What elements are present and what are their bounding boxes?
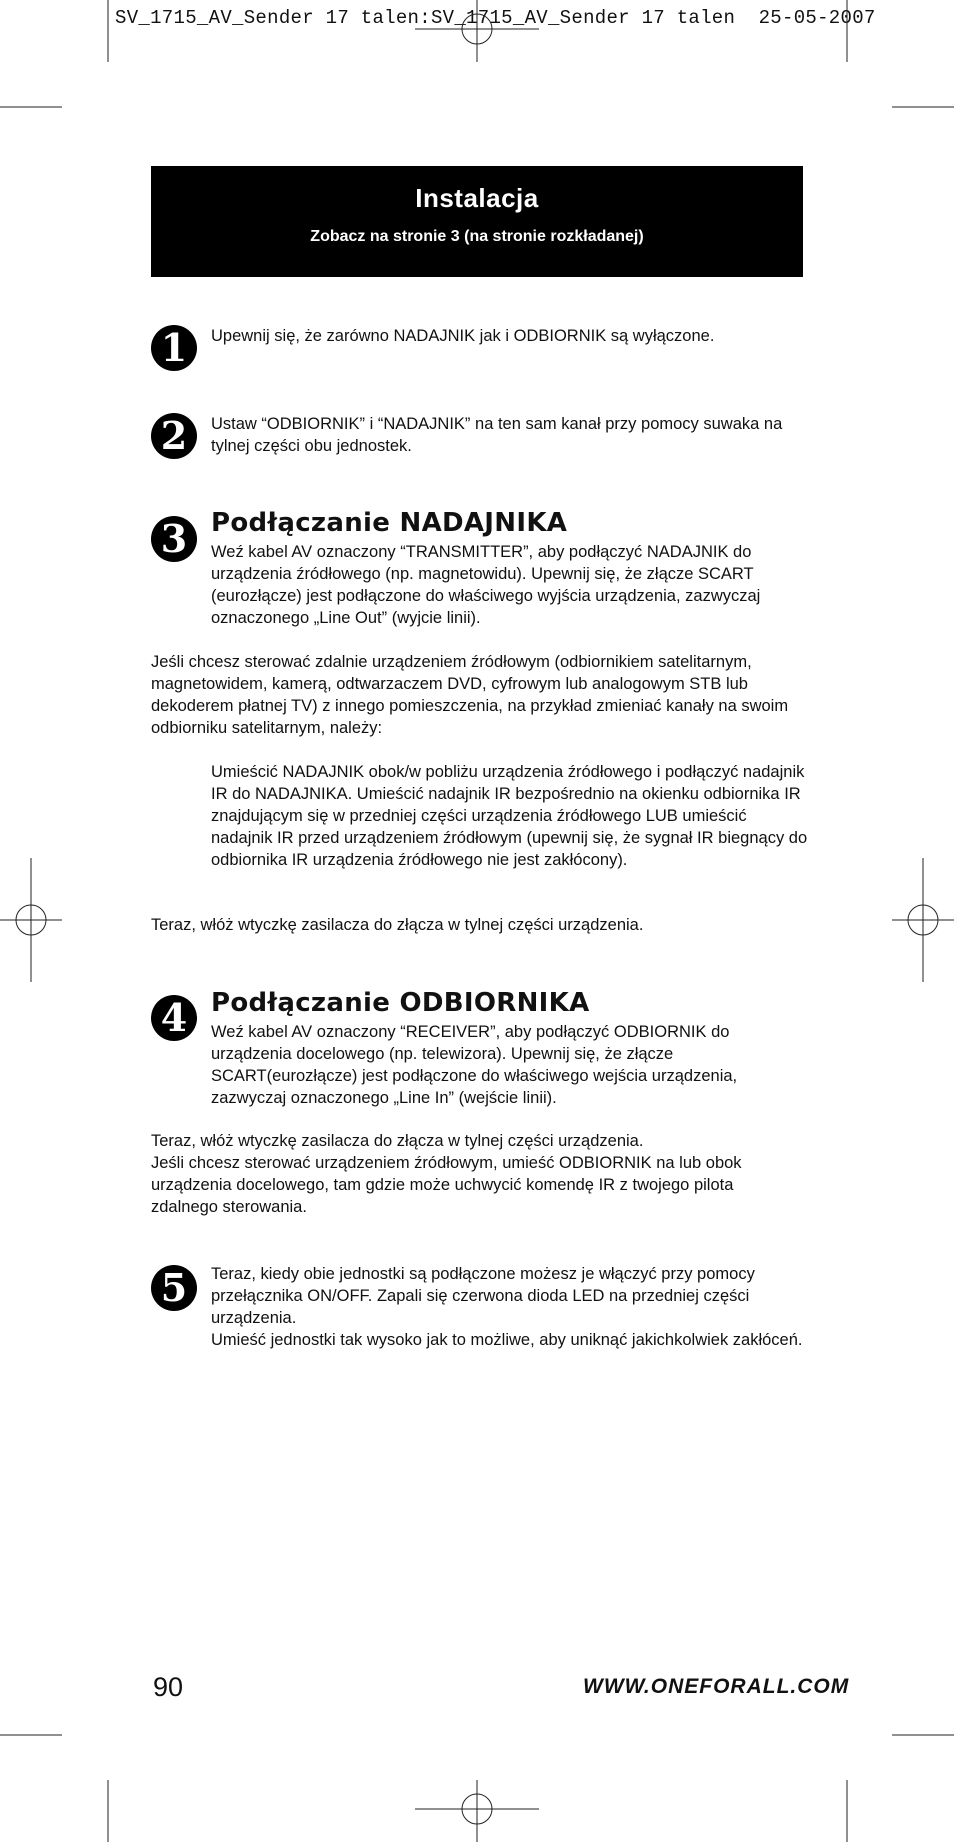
page-subtitle: Zobacz na stronie 3 (na stronie rozkładanej)	[310, 228, 644, 245]
step-3-note-intro	[151, 651, 803, 739]
step-4-note-1: Teraz, włóż wtyczkę zasilacza do złącza w tylnej części urządzenia.	[151, 1132, 644, 1150]
step-2-paragraph: Ustaw “ODBIORNIK” i “NADAJNIK” na ten sam kanał przy pomocy suwaka na tylnej części obu jednostek.	[211, 415, 783, 455]
step-1-text	[211, 325, 811, 347]
step-4-paragraph: Weź kabel AV oznaczony “RECEIVER”, aby podłączyć ODBIORNIK do urządzenia docelowego (np. telewizora). Upewnij się, że złącze SCART(eurozłącze) jest podłączone do właściwego wejścia urządzenia, zazwyczaj oznaczonego „Line In” (wejście linii).	[211, 1023, 738, 1107]
step-3-power-paragraph: Teraz, włóż wtyczkę zasilacza do złącza w tylnej części urządzenia.	[151, 916, 644, 934]
step-3-paragraph: Weź kabel AV oznaczony “TRANSMITTER”, aby podłączyć NADAJNIK do urządzenia źródłowego (np. magnetowidu). Upewnij się, że złącze SCART (eurozłącze) jest podłączone do właściwego wyjścia urządzenia, zazwyczaj oznaczonego „Line Out” (wyjcie linii).	[211, 543, 761, 627]
step-4-number: 4	[151, 995, 197, 1041]
page-number: 90	[153, 1672, 184, 1702]
step-5-paragraph-1: Teraz, kiedy obie jednostki są podłączone możesz je włączyć przy pomocy przełącznika ON/OFF. Zapali się czerwona dioda LED na przedniej części urządzenia.	[211, 1265, 755, 1327]
print-slug: SV_1715_AV_Sender 17 talen:SV_1715_AV_Sender 17 talen 25-05-2007	[115, 7, 876, 29]
step-3-power-note	[151, 914, 803, 936]
step-4-heading: Podłączanie ODBIORNIKA	[211, 988, 590, 1018]
step-4-text	[211, 1021, 811, 1109]
step-3-text	[211, 541, 811, 629]
step-5-paragraph-2: Umieść jednostki tak wysoko jak to możliwe, aby uniknąć jakichkolwiek zakłóceń.	[211, 1331, 803, 1349]
step-3-heading: Podłączanie NADAJNIKA	[211, 508, 568, 538]
step-3-indented-instructions	[211, 761, 811, 871]
step-2-text	[211, 413, 811, 457]
section-header	[151, 166, 803, 277]
step-5-text	[211, 1263, 811, 1351]
step-4-notes	[151, 1130, 803, 1218]
step-3-note-paragraph: Jeśli chcesz sterować zdalnie urządzeniem źródłowym (odbiornikiem satelitarnym, magnetowidem, kamerą, odtwarzaczem DVD, cyfrowym lub analogowym STB lub dekoderem płatnej TV) z innego pomieszczenia, na przykład zmieniać kanały na swoim odbiorniku satelitarnym, należy:	[151, 653, 789, 737]
website-url: WWW.ONEFORALL.COM	[583, 1675, 850, 1698]
step-3-indented-paragraph: Umieścić NADAJNIK obok/w pobliżu urządzenia źródłowego i podłączyć nadajnik IR do NADAJNIKA. Umieścić nadajnik IR bezpośrednio na okienku odbiornika IR znajdującym się w przedniej części urządzenia źródłowego LUB umieścić nadajnik IR przed urządzeniem źródłowym (upewnij się, że sygnał IR biegnący do odbiornika IR urządzenia źródłowego nie jest zakłócony).	[211, 763, 808, 869]
step-5-number: 5	[151, 1265, 197, 1311]
step-1-number: 1	[151, 325, 197, 371]
step-1-paragraph: Upewnij się, że zarówno NADAJNIK jak i ODBIORNIK są wyłączone.	[211, 327, 715, 345]
step-2-number: 2	[151, 413, 197, 459]
step-4-note-2: Jeśli chcesz sterować urządzeniem źródłowym, umieść ODBIORNIK na lub obok urządzenia docelowego, tam gdzie może uchwycić komendę IR z twojego pilota zdalnego sterowania.	[151, 1154, 742, 1216]
page-title: Instalacja	[415, 183, 539, 213]
step-3-number: 3	[151, 516, 197, 562]
